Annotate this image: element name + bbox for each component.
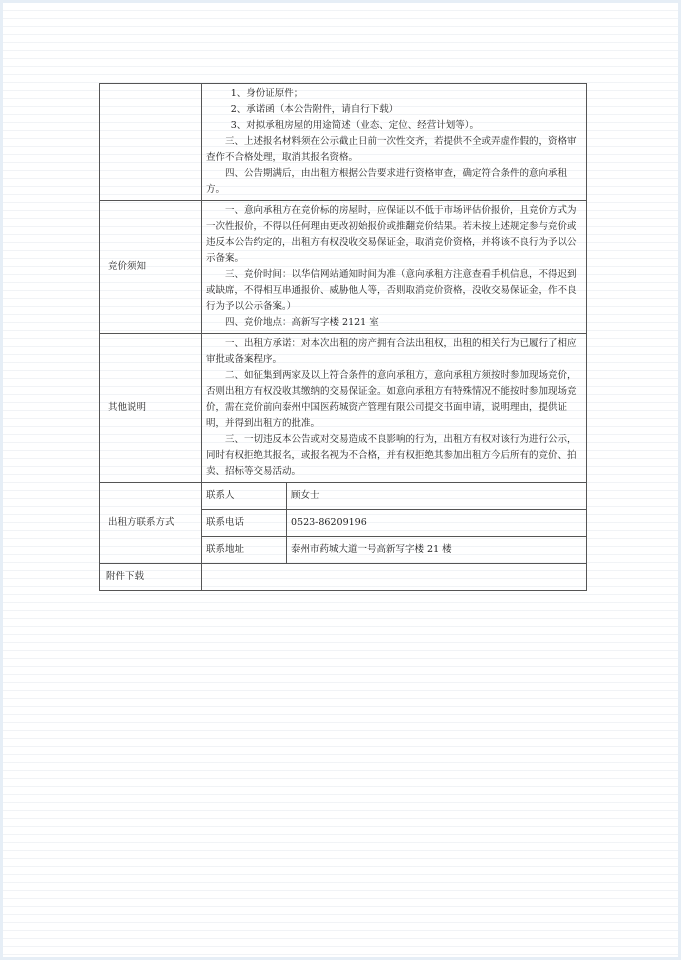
bidding-paragraph: 三、竞价时间：以华信网站通知时间为准（意向承租方注意查看手机信息，不得迟到或缺席，不得相互串通报价、威胁他人等，否则取消竞价资格，没收交易保证金，作不良行为予以公示备案。） <box>206 269 577 312</box>
other-row <box>100 334 587 483</box>
materials-item: 2、承诺函（本公告附件，请自行下载） <box>230 104 399 115</box>
attachment-row <box>100 564 587 591</box>
materials-paragraph: 三、上述报名材料须在公示截止日前一次性交齐，若提供不全或弄虚作假的，资格审查作不合格处理，取消其报名资格。 <box>206 136 577 163</box>
other-content <box>202 334 587 483</box>
materials-label-cell <box>100 84 202 201</box>
bidding-paragraph: 一、意向承租方在竞价标的房屋时，应保证以不低于市场评估价报价，且竞价方式为一次性报价，不得以任何理由更改初始报价或推翻竞价结果。若未按上述规定参与竞价或违反本公告约定的，出租方有权没收交易保证金，取消竞价资格，并将该不良行为予以公示备案。 <box>206 205 577 264</box>
materials-item: 1、身份证原件； <box>230 88 304 99</box>
contact-key: 联系电话 <box>202 510 287 537</box>
bidding-content <box>202 201 587 334</box>
contact-key: 联系人 <box>202 483 287 510</box>
materials-row <box>100 84 587 201</box>
bidding-row <box>100 201 587 334</box>
materials-item: 3、对拟承租房屋的用途简述（业态、定位、经营计划等）。 <box>230 120 479 131</box>
attachment-label: 附件下载 <box>100 564 202 591</box>
bidding-paragraph: 四、竞价地点：高新写字楼 2121 室 <box>225 317 379 328</box>
other-paragraph: 三、一切违反本公告或对交易造成不良影响的行为，出租方有权对该行为进行公示，同时有权拒绝其报名，或报名视为不合格，并有权拒绝其参加出租方今后所有的竞价、拍卖、招标等交易活动。 <box>206 434 577 477</box>
materials-content <box>202 84 587 201</box>
announcement-table <box>99 83 587 591</box>
document-page <box>3 3 678 957</box>
contact-row <box>100 483 587 510</box>
other-paragraph: 一、出租方承诺：对本次出租的房产拥有合法出租权，出租的相关行为已履行了相应审批或备案程序。 <box>206 338 577 365</box>
contact-key: 联系地址 <box>202 537 287 564</box>
contact-label: 出租方联系方式 <box>100 483 202 564</box>
other-paragraph: 二、如征集到两家及以上符合条件的意向承租方，意向承租方须按时参加现场竞价，否则出租方有权没收其缴纳的交易保证金。如意向承租方有特殊情况不能按时参加现场竞价，需在竞价前向泰州中国医药城资产管理有限公司提交书面申请，说明理由，提供证明，并得到出租方的批准。 <box>206 370 577 429</box>
other-label: 其他说明 <box>100 334 202 483</box>
contact-value: 泰州市药城大道一号高新写字楼 21 楼 <box>287 537 587 564</box>
bidding-label: 竞价须知 <box>100 201 202 334</box>
materials-paragraph: 四、公告期满后，由出租方根据公告要求进行资格审查，确定符合条件的意向承租方。 <box>206 168 568 195</box>
contact-value: 0523-86209196 <box>287 510 587 537</box>
attachment-download-area[interactable] <box>202 564 587 591</box>
contact-value: 顾女士 <box>287 483 587 510</box>
